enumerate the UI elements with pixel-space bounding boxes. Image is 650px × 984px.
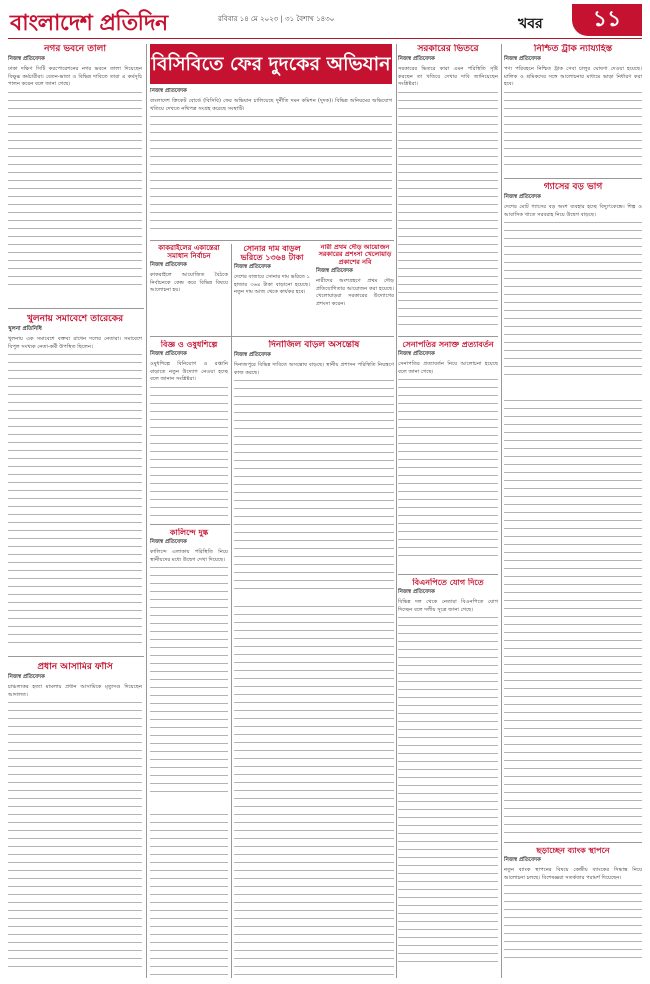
headline[interactable]: কাকরাইলের একান্তেরা সমাধান নির্বাচন (158, 244, 220, 261)
byline: খুলনা প্রতিনিধি (8, 326, 42, 333)
row-divider (504, 842, 642, 843)
byline: নিজস্ব প্রতিবেদক (398, 56, 435, 63)
byline: নিজস্ব প্রতিবেদক (504, 857, 541, 864)
headline[interactable]: নিশ্চিত ট্রাক ন্যায্যহিস্ত (533, 44, 613, 54)
article-body-lines (150, 387, 228, 517)
row-divider (8, 308, 144, 309)
row-divider (504, 178, 642, 179)
byline: নিজস্ব প্রতিবেদক (504, 56, 541, 63)
headline[interactable]: খুলনায় সমাবেশে তারেকের (26, 314, 124, 324)
row-divider (398, 574, 498, 575)
row-divider (150, 524, 230, 525)
article-lead: সেনাপতির প্রত্যাবর্তন নিয়ে আলোচনা হয়েছে বলে জানা গেছে। (398, 361, 498, 375)
lead-headline[interactable]: বিসিবিতে ফের দুদকের অভিযান (150, 44, 392, 84)
article-body-lines (398, 379, 498, 559)
article-lead: দেশের বাজারে সোনার দাম ভরিতে ১ হাজার ৩৬৪ টাকা বাড়ানো হয়েছে। নতুন দাম আজ থেকে কার্যকর হবে। (234, 274, 310, 296)
article-body-lines (398, 617, 498, 967)
article-truck[interactable] (504, 44, 642, 174)
byline: নিজস্ব প্রতিবেদক (234, 352, 271, 359)
article-lead: কালিন্দে এলাকায় পরিস্থিতি নিয়ে স্থানীয়দের মধ্যে উদ্বেগ দেখা দিয়েছে। (150, 549, 228, 563)
article-kalinda-continued (150, 814, 228, 978)
article-body-lines (150, 814, 228, 978)
byline: নিজস্ব প্রতিবেদক (8, 56, 45, 63)
article-dinajpur[interactable] (234, 340, 394, 600)
column-divider (396, 44, 397, 978)
article-body-lines (504, 222, 642, 382)
article-body-lines (8, 92, 142, 292)
row-divider (150, 336, 394, 337)
byline: নিজস্ব প্রতিবেদক (150, 539, 187, 546)
article-verdict[interactable] (8, 662, 142, 978)
row-divider (398, 336, 498, 337)
article-lead: সরকারের ভিতরে কারা এমন পরিস্থিতি সৃষ্টি করছেন তা খতিয়ে দেখার দাবি জানিয়েছেন সংশ্লিষ্টরা। (398, 66, 498, 88)
headline[interactable]: নগর ভবনে তালা (44, 44, 106, 54)
byline: নিজস্ব প্রতিবেদক (398, 589, 435, 596)
article-lead: খুলনায় এক সমাবেশে বক্তব্য রাখেন দলের নেতারা। সমাবেশে বিপুল সংখ্যক নেতা-কর্মী উপস্থিত ছিলেন। (8, 336, 142, 350)
headline[interactable]: সেনাপতির সনাক্ত প্রত্যাবর্তন (402, 340, 494, 349)
headline[interactable]: গ্যাসের বড় ভাগ (543, 182, 603, 192)
article-dinajpur-continued (234, 606, 394, 978)
byline: নিজস্ব প্রতিবেদক (8, 674, 45, 681)
article-body-lines (8, 702, 142, 970)
article-khulna[interactable] (8, 314, 142, 654)
row-divider (150, 240, 394, 241)
article-lead: পণ্য পরিবহনে নিশ্চিত ট্রাক সেবা চালুর ঘোষণা দেওয়া হয়েছে। মালিক ও শ্রমিকদের সঙ্গে আলোচনার মাধ্যমে ভাড়া নির্ধারণ করা হবে। (504, 66, 642, 88)
article-lead: চাঞ্চল্যকর হত্যা মামলায় প্রধান আসামিকে মৃত্যুদণ্ড দিয়েছেন আদালত। (8, 684, 142, 698)
masthead (8, 6, 642, 39)
article-lead: ওষুধশিল্পে বিনিয়োগ ও রপ্তানি বাড়াতে নতুন উদ্যোগ নেওয়া হচ্ছে বলে জানান সংশ্লিষ্টরা। (150, 361, 228, 383)
byline: নিজস্ব প্রতিবেদক (150, 88, 187, 94)
byline: নিজস্ব প্রতিবেদক (150, 262, 187, 269)
article-lead: দেশের মোট গ্যাসের বড় অংশ ব্যবহার হচ্ছে বিদ্যুৎকেন্দ্রে। শিল্প ও আবাসিক খাতে সরবরাহ নিয়ে উদ্বেগ বাড়ছে। (504, 204, 642, 218)
article-body-lines (504, 92, 642, 172)
byline: নিজস্ব প্রতিবেদক (398, 351, 435, 358)
byline: নিজস্ব প্রতিবেদক (316, 268, 353, 275)
article-women-race[interactable] (316, 244, 394, 334)
headline[interactable]: কালিন্দে দুষ্ক (169, 528, 209, 537)
row-divider (8, 656, 144, 657)
article-body-lines (504, 400, 642, 840)
article-lead: কাকরাইলে আয়োজিত বৈঠকে নির্বাচনকে কেন্দ্র করে বিভিন্ন বিষয়ে আলোচনা হয়। (150, 272, 228, 294)
byline: নিজস্ব প্রতিবেদক (504, 194, 541, 201)
byline: নিজস্ব প্রতিবেদক (234, 264, 271, 271)
headline[interactable]: নারী প্রথম দৌড় আয়োজন সরকারের প্রশংসা খেলোয়াড় প্রকাশের নবি (318, 244, 392, 266)
headline[interactable]: দিনাজিল বাড়ল অসন্তোষ (268, 340, 360, 350)
article-lead: দিনাজপুরে বিভিন্ন দাবিতে অসন্তোষ বাড়ছে। স্থানীয় প্রশাসন পরিস্থিতি নিয়ন্ত্রণে কাজ করছে। (234, 362, 394, 376)
article-lead: বিভিন্ন দল থেকে নেতারা বিএনপিতে যোগ দিচ্ছেন বলে দলীয় সূত্রে জানা গেছে। (398, 599, 498, 613)
article-body-lines (150, 567, 228, 797)
section-label: খবর (518, 16, 543, 32)
article-kalinda[interactable] (150, 528, 228, 808)
headline[interactable]: সোনার দাম বাড়ল ভরিতে ১৩৬৪ টাকা (240, 244, 304, 263)
article-gas-continued (504, 400, 642, 840)
newspaper-logo[interactable]: বাংলাদেশ প্রতিদিন (10, 11, 168, 36)
article-sarkar[interactable] (398, 44, 498, 334)
article-nagar[interactable] (8, 44, 142, 304)
byline: নিজস্ব প্রতিবেদক (150, 351, 187, 358)
article-bnp[interactable] (398, 578, 498, 978)
article-body-lines (234, 380, 394, 595)
article-bisibi[interactable] (150, 88, 392, 238)
article-body-lines (8, 354, 142, 644)
article-gold-price[interactable] (234, 244, 310, 334)
article-body-lines (504, 885, 642, 965)
article-lead: নতুন ব্যাংক স্থাপনের বিষয়ে কেন্দ্রীয় ব্যাংকের সিদ্ধান্ত নিয়ে আলোচনা চলছে। বিশেষজ্ঞরা সতর্কতার পরামর্শ দিয়েছেন। (504, 867, 642, 881)
column-divider (146, 44, 147, 978)
headline[interactable]: বিএনপিতে যোগ দিতে (412, 578, 484, 587)
headline[interactable]: সরকারের ভিতরে (417, 44, 479, 54)
page-number: ১১ (572, 4, 642, 36)
article-lead: বাংলাদেশ ক্রিকেট বোর্ডে (বিসিবি) ফের অভিযান চালিয়েছে দুর্নীতি দমন কমিশন (দুদক)। বিভিন্ন অনিয়মের অভিযোগ খতিয়ে দেখতে নথিপত্র সংগ্রহ করেছে সংস্থাটি। (150, 98, 392, 112)
article-lead: ঢাকা দক্ষিণ সিটি করপোরেশনের নগর ভবনে তালা দিয়েছেন বিক্ষুব্ধ কর্মচারীরা। বেতন-ভাতা ও বিভিন্ন দাবিতে তারা এ কর্মসূচি পালন করেন বলে জানা গেছে। (8, 66, 142, 88)
article-pharma[interactable] (150, 340, 228, 520)
article-bank[interactable] (504, 846, 642, 978)
headline[interactable]: বিজ্ঞ ও ওষুধশিল্পে (160, 340, 218, 349)
headline[interactable]: প্রধান আসামির ফাঁসি (37, 662, 113, 672)
article-senapati[interactable] (398, 340, 498, 570)
column-divider (501, 44, 502, 978)
dateline: রবিবার ১৪ মে ২০২৩ | ৩১ বৈশাখ ১৪৩০ (218, 15, 335, 23)
column-divider (231, 244, 232, 978)
article-gas[interactable] (504, 182, 642, 392)
article-body-lines (150, 116, 392, 231)
article-body-lines (398, 92, 498, 332)
headline[interactable]: ছড়াচ্ছেন ব্যাংক স্থাপনে (536, 846, 610, 855)
article-body-lines (234, 606, 394, 978)
article-lead: নারীদের অংশগ্রহণে প্রথম দৌড় প্রতিযোগিতার আয়োজন করা হয়েছে। খেলোয়াড়রা সরকারের উদ্যোগের প্রশংসা করেন। (316, 278, 394, 307)
article-kakrail[interactable] (150, 244, 228, 334)
